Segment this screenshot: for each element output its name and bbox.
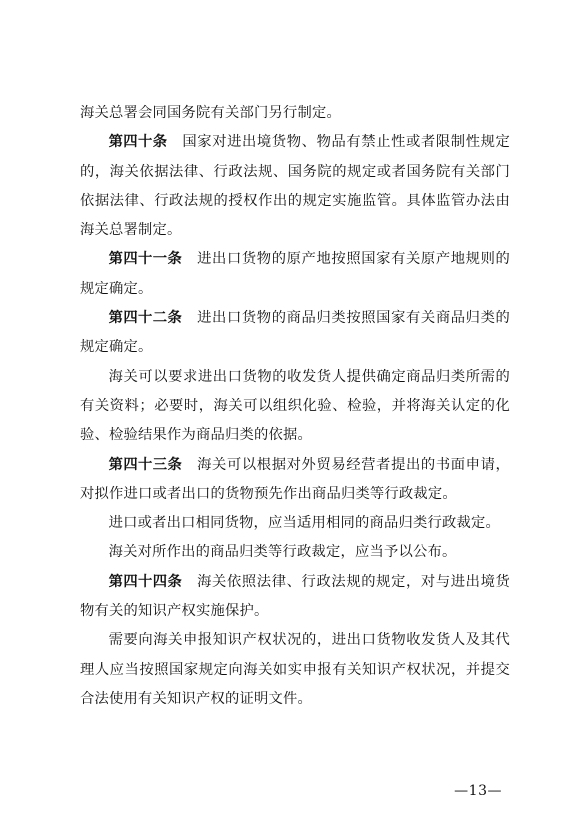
article-42	[80, 304, 510, 363]
paragraph-1	[80, 99, 510, 128]
paragraph-text: 国家对进出境货物、物品有禁止性或者限制性规定的，海关依据法律、行政法规、国务院的规定或者国务院有关部门依据法律、行政法规的授权作出的规定实施监管。具体监管办法由海关总署制定。	[80, 134, 511, 239]
article-heading: 第四十一条	[108, 251, 183, 268]
paragraph-8	[80, 538, 510, 567]
article-41	[80, 245, 510, 304]
article-heading: 第四十四条	[108, 573, 183, 590]
article-heading: 第四十三条	[108, 456, 183, 473]
page-number: —13—	[454, 783, 502, 799]
paragraph-text: 进出口货物的商品归类按照国家有关商品归类的规定确定。	[80, 310, 511, 356]
paragraph-10	[80, 626, 510, 714]
paragraph-text: 进口或者出口相同货物，应当适用相同的商品归类行政裁定。	[108, 515, 501, 532]
paragraph-text: 进出口货物的原产地按照国家有关原产地规则的规定确定。	[80, 251, 511, 297]
paragraph-text: 海关可以要求进出口货物的收发货人提供确定商品归类所需的有关资料；必要时，海关可以组织化验、检验，并将海关认定的化验、检验结果作为商品归类的依据。	[80, 368, 510, 444]
article-heading: 第四十二条	[108, 310, 183, 327]
document-body	[80, 99, 510, 714]
paragraph-text: 海关对所作出的商品归类等行政裁定，应当予以公布。	[108, 544, 457, 561]
article-40	[80, 128, 510, 245]
paragraph-text: 海关依照法律、行政法规的规定，对与进出境货物有关的知识产权实施保护。	[80, 573, 511, 620]
article-heading: 第四十条	[108, 134, 168, 151]
article-44	[80, 568, 510, 627]
paragraph-text: 海关可以根据对外贸易经营者提出的书面申请，对拟作进口或者出口的货物预先作出商品归类等行政裁定。	[80, 456, 511, 502]
paragraph-5	[80, 363, 510, 451]
paragraph-text: 海关总署会同国务院有关部门另行制定。	[80, 105, 341, 121]
paragraph-text: 需要向海关申报知识产权状况的，进出口货物收发货人及其代理人应当按照国家规定向海关如实申报有关知识产权状况，并提交合法使用有关知识产权的证明文件。	[80, 632, 510, 707]
paragraph-7	[80, 509, 510, 538]
article-43	[80, 451, 510, 510]
